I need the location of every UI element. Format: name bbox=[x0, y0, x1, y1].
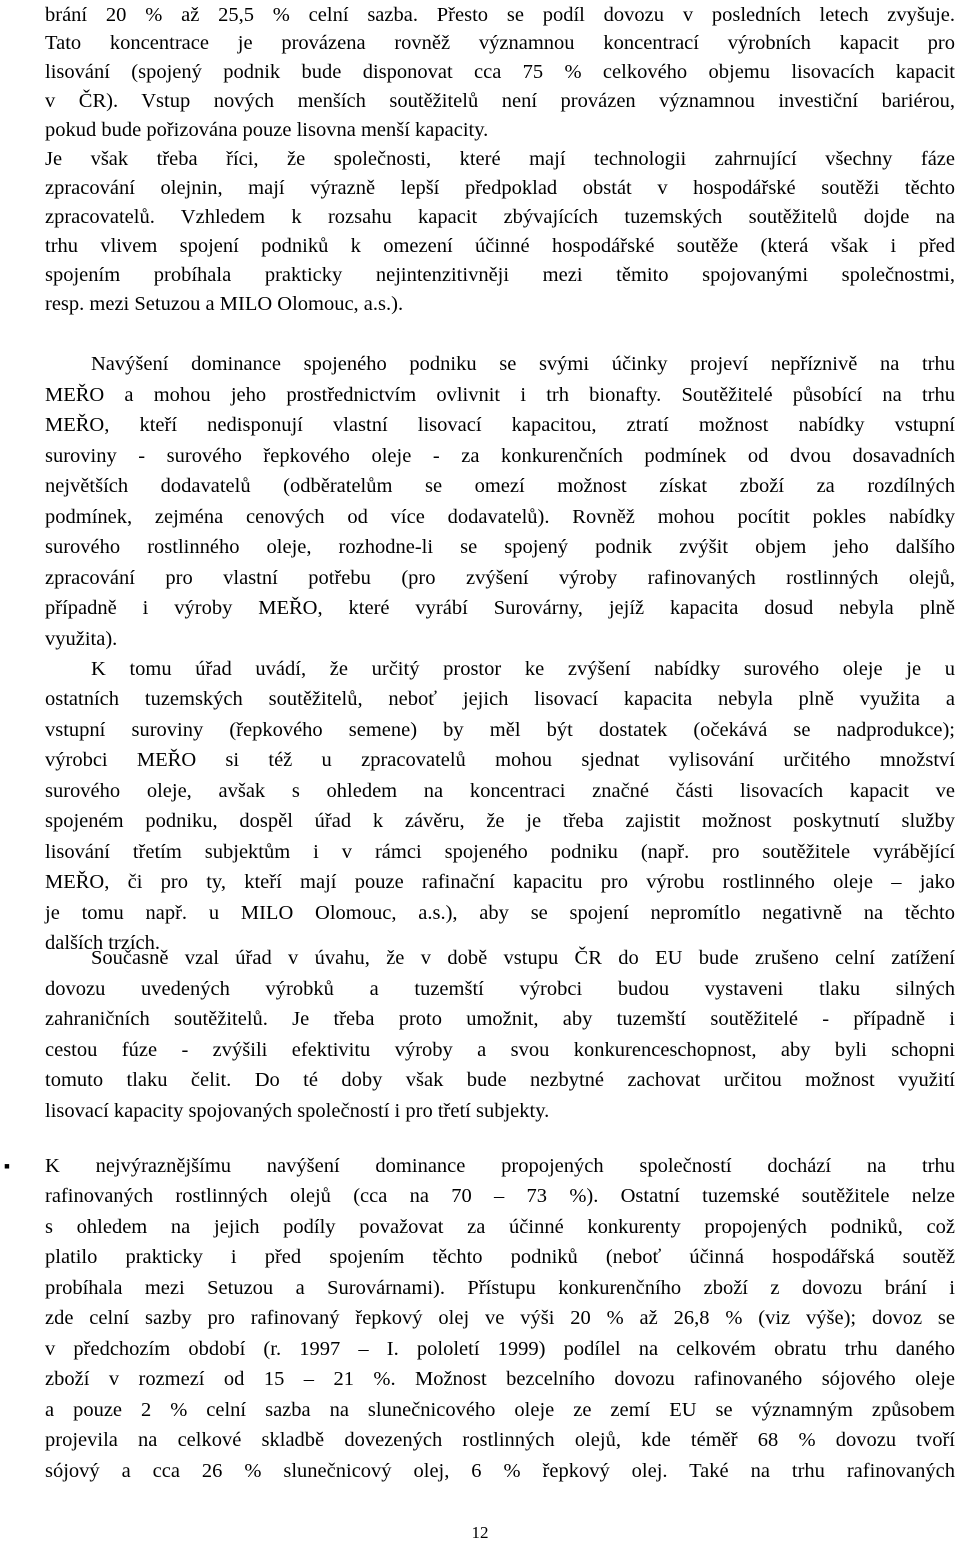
text-line: a pouze 2 % celní sazba na slunečnicového oleje ze zemí EU se významným způsobem bbox=[45, 1399, 955, 1421]
text-line: podmínek, zejména cenových od více dodavatelů). Rovněž mohou pocítit pokles nabídky bbox=[45, 506, 955, 528]
text-line: v ČR). Vstup nových menších soutěžitelů není provázen významnou investiční bariérou, bbox=[45, 90, 955, 112]
text-line: brání 20 % až 25,5 % celní sazba. Přesto se podíl dovozu v posledních letech zvyšuje. bbox=[45, 4, 955, 26]
text-line: suroviny - surového řepkového oleje - za konkurenčních podmínek od dvou dosavadních bbox=[45, 445, 955, 467]
text-line: případně i výroby MEŘO, které vyrábí Surovárny, jejíž kapacita dosud nebyla plně bbox=[45, 597, 955, 619]
text-line: dovozu uvedených výrobků a tuzemští výrobci budou vystaveni tlaku silných bbox=[45, 978, 955, 1000]
text-line: zde celní sazby pro rafinovaný řepkový olej ve výši 20 % až 26,8 % (viz výše); dovoz se bbox=[45, 1307, 955, 1329]
text-line: MEŘO, či pro ty, kteří mají pouze rafinační kapacitu pro výrobu rostlinného oleje – jako bbox=[45, 871, 955, 893]
text-line: výrobci MEŘO si též u zpracovatelů mohou sjednat vylisování určitého množství bbox=[45, 749, 955, 771]
text-line: ostatních tuzemských soutěžitelů, neboť jejich lisovací kapacita nebyla plně využita a bbox=[45, 688, 955, 710]
text-line: K nejvýraznějšímu navýšení dominance propojených společností dochází na trhu bbox=[45, 1155, 955, 1177]
text-line: Současně vzal úřad v úvahu, že v době vstupu ČR do EU bude zrušeno celní zatížení bbox=[91, 947, 955, 969]
text-line: tomuto tlaku čelit. Do té doby však bude nezbytné zachovat určitou možnost využití bbox=[45, 1069, 955, 1091]
text-line: probíhala mezi Setuzou a Surovárnami). Přístupu konkurenčního zboží z dovozu brání i bbox=[45, 1277, 955, 1299]
text-line: platilo prakticky i před spojením těchto podniků (neboť účinná hospodářská soutěž bbox=[45, 1246, 955, 1268]
text-line: MEŘO a mohou jeho prostřednictvím ovlivnit i trh bionafty. Soutěžitelé působící na trhu bbox=[45, 384, 955, 406]
text-line: Tato koncentrace je provázena rovněž významnou koncentrací výrobních kapacit pro bbox=[45, 32, 955, 54]
text-line: resp. mezi Setuzou a MILO Olomouc, a.s.). bbox=[45, 293, 404, 315]
text-line: zpracování pro vlastní potřebu (pro zvýšení výroby rafinovaných rostlinných olejů, bbox=[45, 567, 955, 589]
text-line: cestou fúze - zvýšili efektivitu výroby a svou konkurenceschopnost, aby byli schopni bbox=[45, 1039, 955, 1061]
text-line: lisování (spojený podnik bude disponovat cca 75 % celkového objemu lisovacích kapacit bbox=[45, 61, 955, 83]
text-line: s ohledem na jejich podíly považovat za účinné konkurenty propojených podniků, což bbox=[45, 1216, 955, 1238]
text-line: největších dodavatelů (odběratelům se omezí možnost získat zboží za rozdílných bbox=[45, 475, 955, 497]
text-line: K tomu úřad uvádí, že určitý prostor ke zvýšení nabídky surového oleje je u bbox=[91, 658, 955, 680]
text-line: trhu vlivem spojení podniků k omezení účinné hospodářské soutěže (která však i před bbox=[45, 235, 955, 257]
text-line: spojeném podniku, dospěl úřad k závěru, že je třeba zajistit možnost poskytnutí služby bbox=[45, 810, 955, 832]
text-line: v předchozím období (r. 1997 – I. pololetí 1999) podílel na celkovém obratu trhu daného bbox=[45, 1338, 955, 1360]
text-line: zboží v rozmezí od 15 – 21 %. Možnost bezcelního dovozu rafinovaného sójového oleje bbox=[45, 1368, 955, 1390]
text-line: dalších trzích. bbox=[45, 932, 160, 954]
text-line: surového rostlinného oleje, rozhodne-li se spojený podnik zvýšit objem jeho dalšího bbox=[45, 536, 955, 558]
text-line: Je však třeba říci, že společnosti, které mají technologii zahrnující všechny fáze bbox=[45, 148, 955, 170]
text-line: vstupní suroviny (řepkového semene) by měl být dostatek (očekává se nadprodukce); bbox=[45, 719, 955, 741]
page-number: 12 bbox=[471, 1523, 489, 1542]
text-line: zahraničních soutěžitelů. Je třeba proto umožnit, aby tuzemští soutěžitelé - případně i bbox=[45, 1008, 955, 1030]
text-line: zpracování olejnin, mají výrazně lepší předpoklad obstát v hospodářské soutěži těchto bbox=[45, 177, 955, 199]
text-line: využita). bbox=[45, 628, 118, 650]
text-line: Navýšení dominance spojeného podniku se svými účinky projeví nepříznivě na trhu bbox=[91, 353, 955, 375]
text-line: zpracovatelů. Vzhledem k rozsahu kapacit zbývajících tuzemských soutěžitelů dojde na bbox=[45, 206, 955, 228]
text-line: sójový a cca 26 % slunečnicový olej, 6 % řepkový olej. Také na trhu rafinovaných bbox=[45, 1460, 955, 1482]
text-line: MEŘO, kteří nedisponují vlastní lisovací kapacitou, ztratí možnost nabídky vstupní bbox=[45, 414, 955, 436]
text-line: lisování třetím subjektům i v rámci spojeného podniku (např. pro soutěžitele vyrábějící bbox=[45, 841, 955, 863]
text-line: lisovací kapacity spojovaných společností i pro třetí subjekty. bbox=[45, 1100, 550, 1122]
text-line: je tomu např. u MILO Olomouc, a.s.), aby se spojení nepromítlo negativně na těchto bbox=[45, 902, 955, 924]
text-line: projevila na celkové skladbě dovezených rostlinných olejů, kde téměř 68 % dovozu tvoří bbox=[45, 1429, 955, 1451]
text-line: rafinovaných rostlinných olejů (cca na 70 – 73 %). Ostatní tuzemské soutěžitele nelze bbox=[45, 1185, 955, 1207]
text-line: pokud bude pořizována pouze lisovna menší kapacity. bbox=[45, 119, 489, 141]
text-line: spojením probíhala prakticky nejintenzitivněji mezi těmito spojovanými společnostmi, bbox=[45, 264, 955, 286]
bullet-marker: ▪ bbox=[3, 1156, 11, 1176]
text-line: surového oleje, avšak s ohledem na koncentraci značné části lisovacích kapacit ve bbox=[45, 780, 955, 802]
